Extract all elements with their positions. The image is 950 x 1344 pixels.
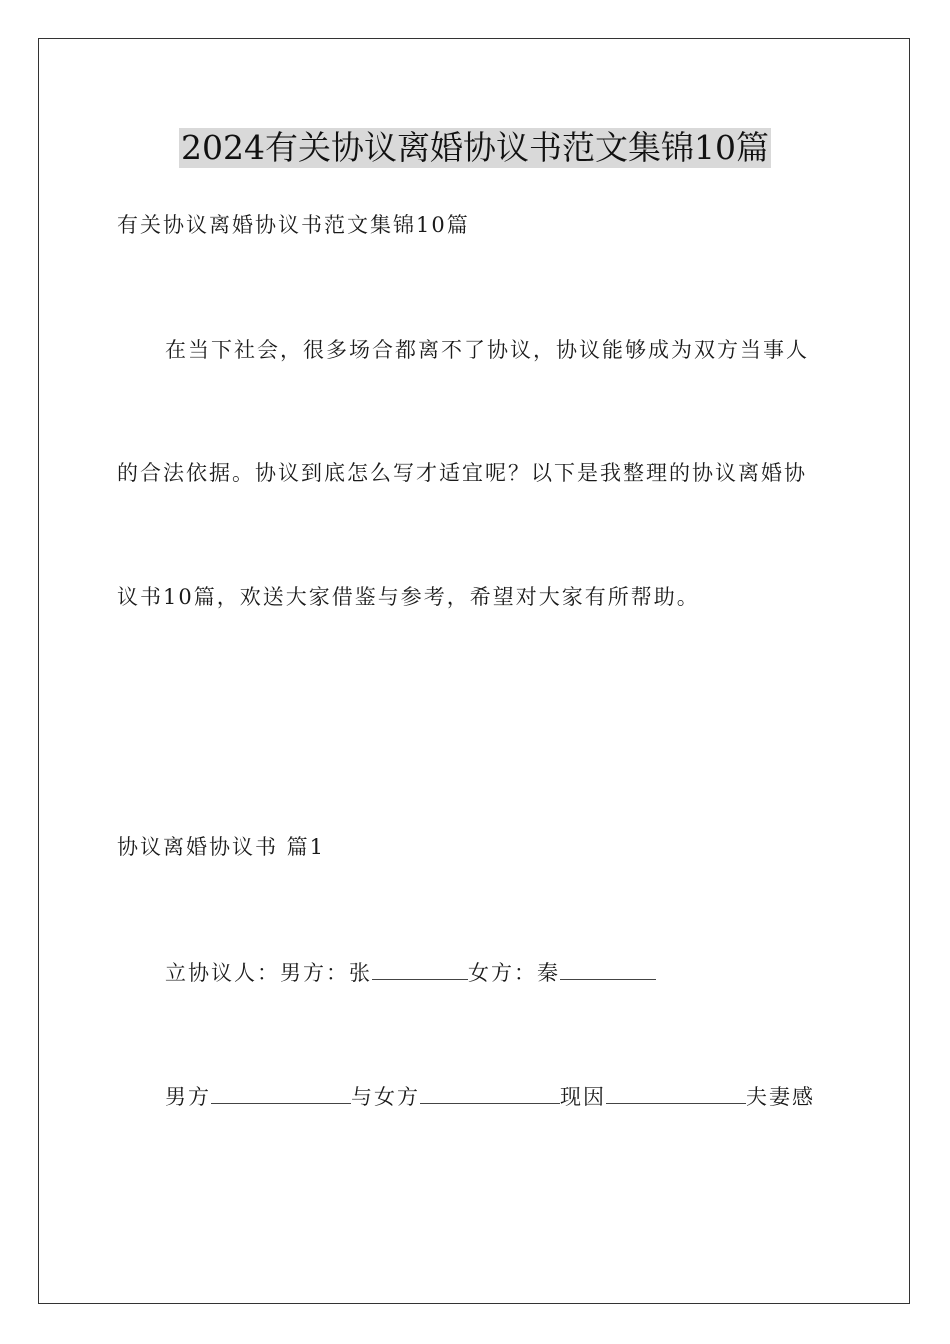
clause-male: 男方 (165, 1085, 211, 1109)
clause-with-female: 与女方 (351, 1085, 420, 1109)
male-name-blank (372, 957, 468, 980)
female-name-blank (560, 957, 656, 980)
clause-couple: 夫妻感 (746, 1085, 815, 1109)
document-subtitle: 有关协议离婚协议书范文集锦10篇 (117, 213, 470, 237)
clause-blank-1 (211, 1081, 351, 1104)
document-title: 2024有关协议离婚协议书范文集锦10篇 (181, 128, 769, 167)
parties-line (165, 957, 656, 988)
clause-now-because: 现因 (560, 1085, 606, 1109)
clause-blank-3 (606, 1081, 746, 1104)
clause-blank-2 (420, 1081, 560, 1104)
clause-line (165, 1081, 815, 1112)
female-label: 女方：秦 (468, 961, 560, 985)
intro-paragraph-line-2: 的合法依据。协议到底怎么写才适宜呢？以下是我整理的协议离婚协 (117, 461, 807, 485)
parties-label: 立协议人：男方：张 (165, 961, 372, 985)
title-container (0, 128, 950, 168)
section-heading: 协议离婚协议书 篇1 (117, 835, 326, 859)
intro-paragraph-line-1: 在当下社会，很多场合都离不了协议，协议能够成为双方当事人 (165, 338, 809, 362)
intro-paragraph-line-3: 议书10篇，欢送大家借鉴与参考，希望对大家有所帮助。 (117, 585, 700, 609)
